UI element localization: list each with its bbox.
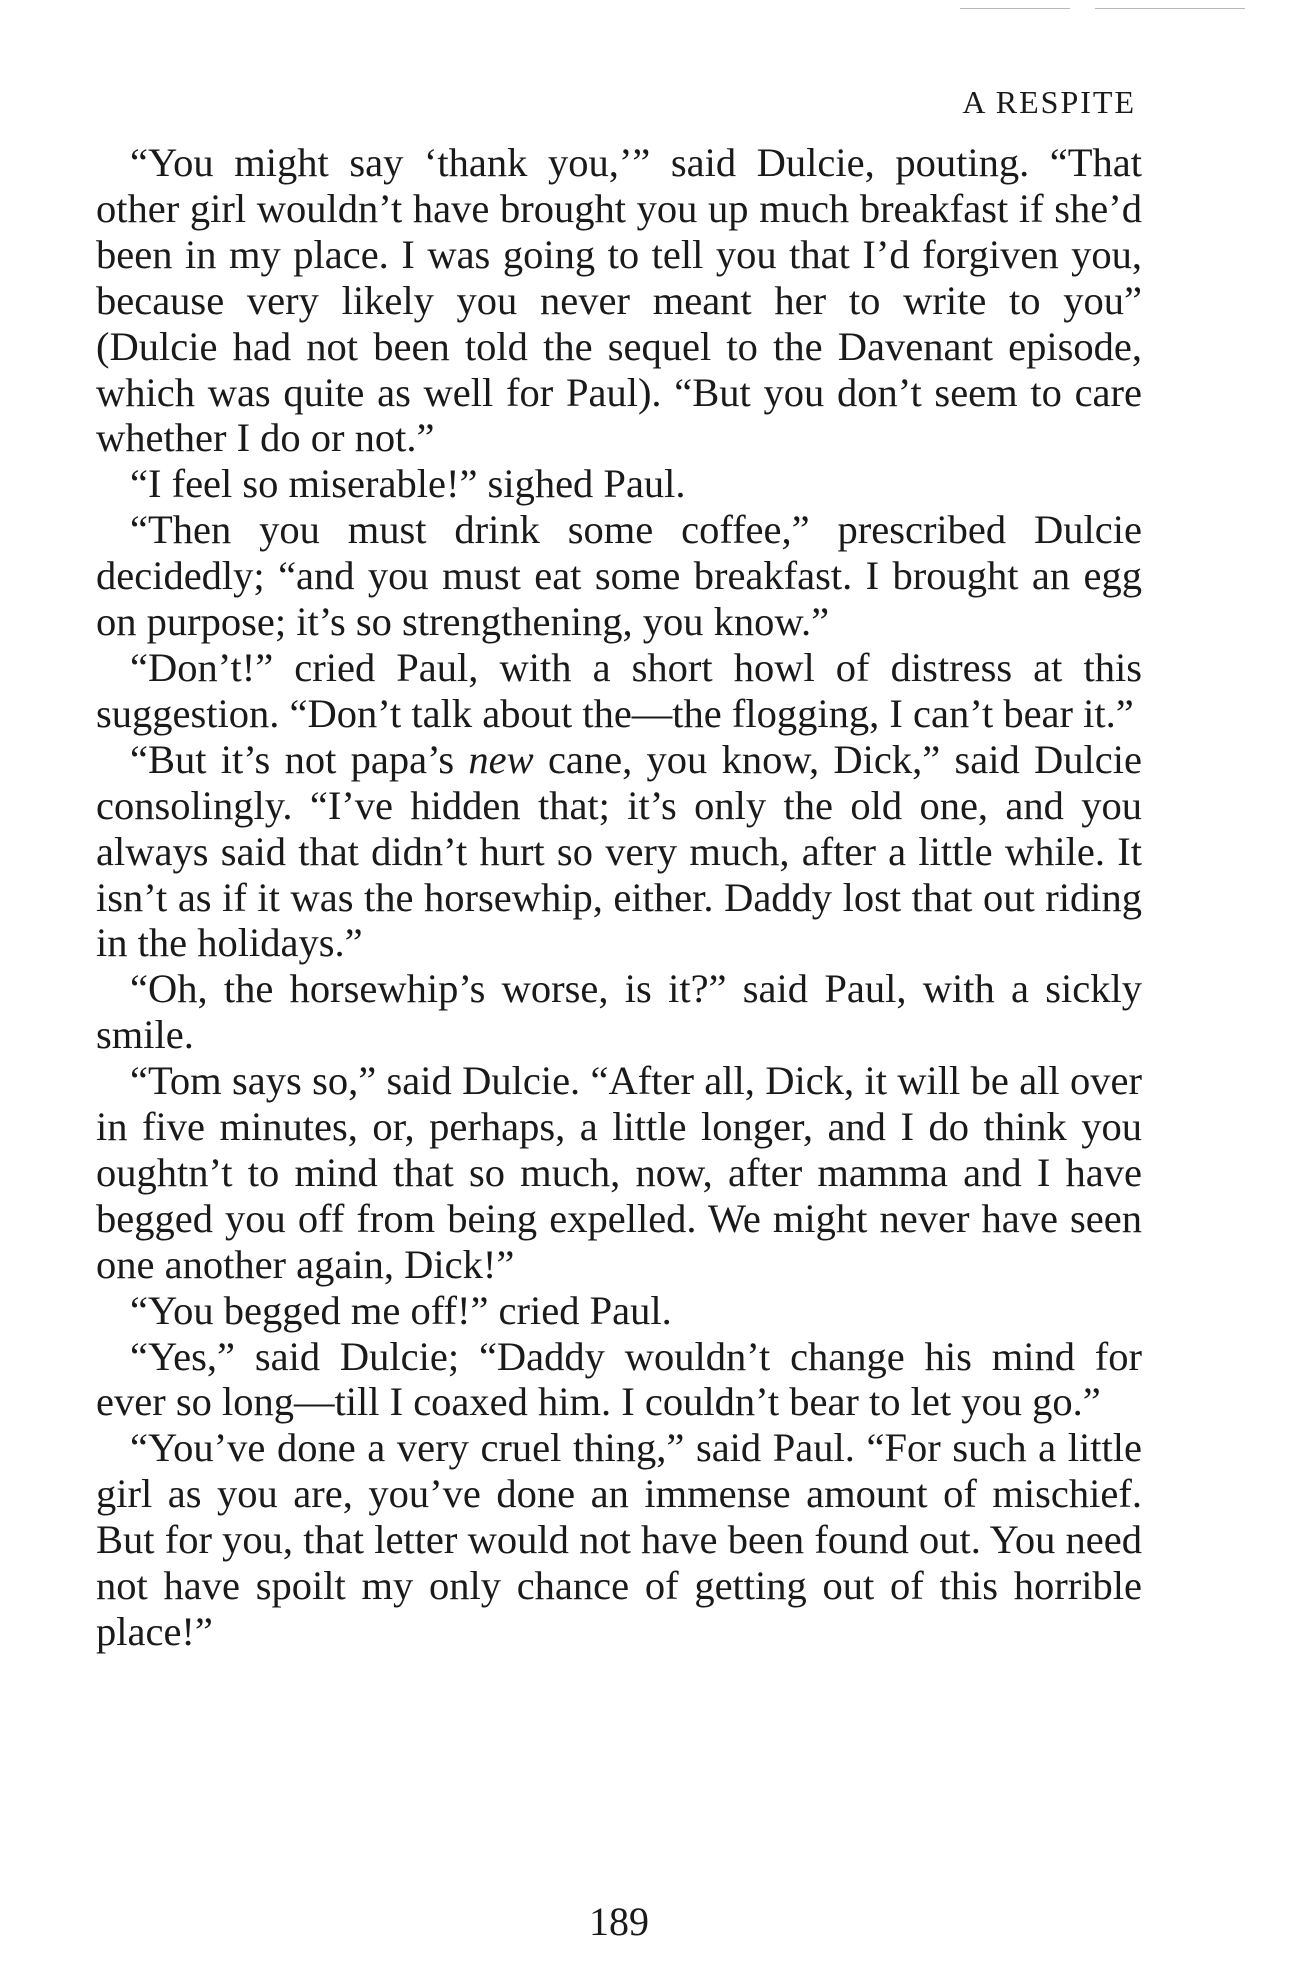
paragraph: “Don’t!” cried Paul, with a short howl of distress at this suggestion. “Don’t talk about the—the flogging, I can’t bear it.”: [96, 644, 1142, 736]
emphasis: new: [468, 736, 534, 782]
paragraph: “Yes,” said Dulcie; “Daddy wouldn’t change his mind for ever so long—till I coaxed him. I couldn’t bear to let you go.”: [96, 1333, 1142, 1425]
top-edge-rule: [960, 8, 1070, 9]
page-number: 189: [589, 1899, 649, 1944]
top-edge-rule: [1095, 8, 1245, 9]
body-text: [96, 140, 1142, 1655]
paragraph: “But it’s not papa’s new cane, you know, Dick,” said Dulcie consolingly. “I’ve hidden that; it’s only the old one, and you always said that didn’t hurt so very much, after a little while. It isn’t as if it was the horsewhip, either. Daddy lost that out riding in the holidays.”: [96, 736, 1142, 966]
paragraph: “Tom says so,” said Dulcie. “After all, Dick, it will be all over in five minutes, or, perhaps, a little longer, and I do think you oughtn’t to mind that so much, now, after mamma and I have begged you off from being expelled. We might never have seen one another again, Dick!”: [96, 1058, 1142, 1287]
paragraph: “You begged me off!” cried Paul.: [130, 1287, 672, 1333]
paragraph: “You’ve done a very cruel thing,” said Paul. “For such a little girl as you are, you’ve done an immense amount of mischief. But for you, that letter would not have been found out. You need not have spoilt my only chance of getting out of this horrible place!”: [96, 1425, 1142, 1654]
paragraph: “I feel so miserable!” sighed Paul.: [130, 461, 686, 507]
paragraph: “Then you must drink some coffee,” prescribed Dulcie decidedly; “and you must eat some breakfast. I brought an egg on purpose; it’s so strengthening, you know.”: [96, 507, 1142, 645]
paragraph: “You might say ‘thank you,’” said Dulcie, pouting. “That other girl wouldn’t have brought you up much breakfast if she’d been in my place. I was going to tell you that I’d forgiven you, because very likely you never meant her to write to you” (Dulcie had not been told the sequel to the Davenant episode, which was quite as well for Paul). “But you don’t seem to care whether I do or not.”: [96, 140, 1142, 461]
running-head: A RESPITE: [962, 84, 1136, 120]
paragraph: “Oh, the horsewhip’s worse, is it?” said Paul, with a sickly smile.: [96, 966, 1142, 1058]
